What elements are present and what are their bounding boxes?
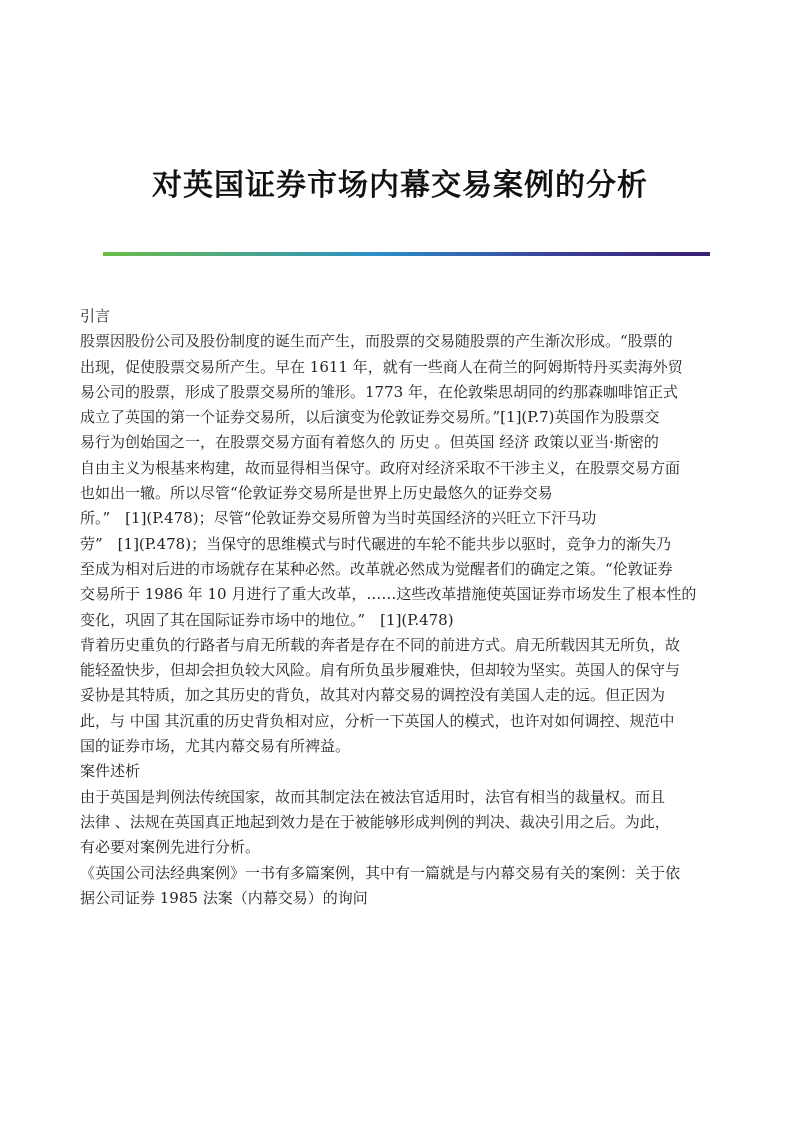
text-line: 易公司的股票，形成了股票交易所的雏形。1773 年，在伦敦柴思胡同的约那森咖啡馆正式 (80, 382, 678, 401)
section-heading-intro: 引言 (80, 307, 111, 325)
paragraph-case-2 (80, 861, 724, 912)
text-line: 此，与 中国 其沉重的历史背负相对应，分析一下英国人的模式，也许对如何调控、规范中 (80, 711, 675, 730)
paragraph-intro-1 (80, 329, 724, 633)
text-line: 至成为相对后进的市场就存在某种必然。改革就必然成为觉醒者们的确定之策。“伦敦证券 (80, 559, 673, 578)
text-line: 所。” [1](P.478)；尽管“伦敦证券交易所曾为当时英国经济的兴旺立下汗马功 (80, 509, 597, 528)
text-line: 变化，巩固了其在国际证券市场中的地位。” [1](P.478) (80, 610, 454, 629)
text-line: 易行为创始国之一，在股票交易方面有着悠久的 历史 。但英国 经济 政策以亚当·斯密的 (80, 433, 659, 452)
document-body (80, 304, 724, 911)
text-line: 自由主义为根基来构建，故而显得相当保守。政府对经济采取不干涉主义，在股票交易方面 (80, 458, 681, 477)
text-line: 成立了英国的第一个证券交易所，以后演变为伦敦证券交易所。”[1](P.7)英国作为股票交 (80, 408, 660, 427)
text-line: 出现，促使股票交易所产生。早在 1611 年，就有一些商人在荷兰的阿姆斯特丹买卖海外贸 (80, 357, 683, 376)
text-line: 《英国公司法经典案例》一书有多篇案例，其中有一篇就是与内幕交易有关的案例：关于依 (80, 863, 681, 882)
paragraph-case-1 (80, 785, 724, 861)
text-line: 国的证券市场，尤其内幕交易有所裨益。 (80, 737, 351, 756)
title-divider (103, 252, 710, 256)
paragraph-intro-2 (80, 633, 724, 759)
text-line: 劳” [1](P.478)；当保守的思维模式与时代碾进的车轮不能共步以驱时，竞争力的渐失乃 (80, 534, 672, 553)
text-line: 也如出一辙。所以尽管“伦敦证券交易所是世界上历史最悠久的证券交易 (80, 484, 553, 503)
text-line: 妥协是其特质，加之其历史的背负，故其对内幕交易的调控没有美国人走的远。但正因为 (80, 686, 666, 705)
text-line: 能轻盈快步，但却会担负较大风险。肩有所负虽步履难快，但却较为坚实。英国人的保守与 (80, 661, 681, 680)
text-line: 法律 、法规在英国真正地起到效力是在于被能够形成判例的判决、裁决引用之后。为此， (80, 812, 670, 831)
text-line: 背着历史重负的行路者与肩无所载的奔者是存在不同的前进方式。肩无所载因其无所负，故 (80, 635, 681, 654)
text-line: 据公司证券 1985 法案（内幕交易）的询问 (80, 888, 368, 907)
section-heading-case: 案件述析 (80, 762, 141, 781)
document-title: 对英国证券市场内幕交易案例的分析 (152, 168, 648, 203)
text-line: 交易所于 1986 年 10 月进行了重大改革，……这些改革措施使英国证券市场发生了根本性的 (80, 585, 697, 604)
text-line: 有必要对案例先进行分析。 (80, 838, 261, 857)
text-line: 股票因股份公司及股份制度的诞生而产生，而股票的交易随股票的产生渐次形成。“股票的 (80, 332, 673, 351)
text-line: 由于英国是判例法传统国家，故而其制定法在被法官适用时，法官有相当的裁量权。而且 (80, 787, 666, 806)
